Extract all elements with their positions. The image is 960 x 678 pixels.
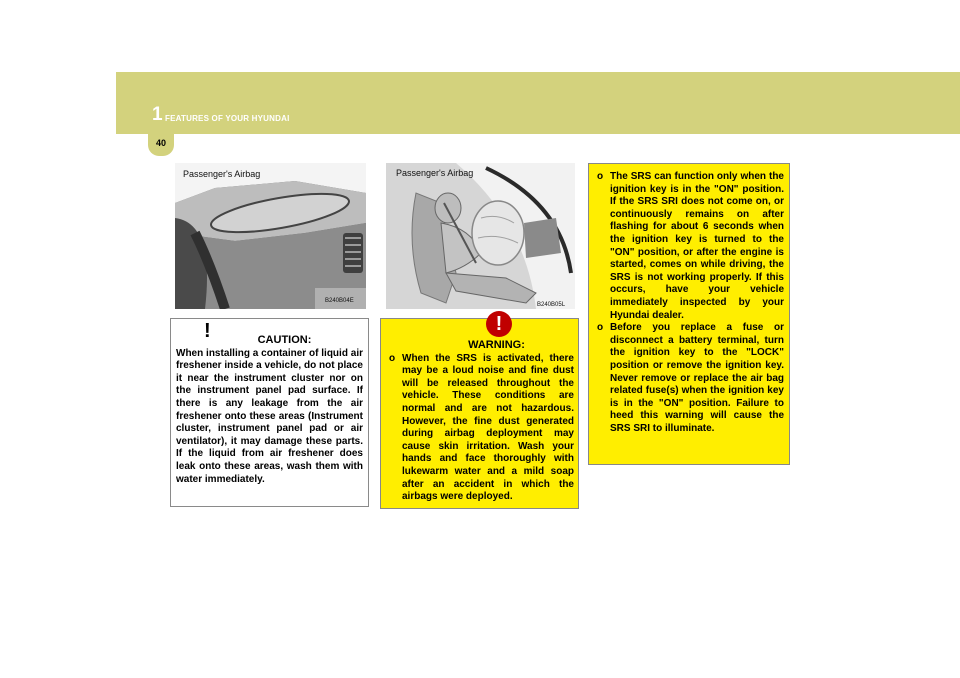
warning-title: WARNING: xyxy=(468,339,525,351)
figure-caption: Passenger's Airbag xyxy=(183,169,261,179)
warning-item xyxy=(389,353,574,504)
airbag-deployment-illustration xyxy=(386,163,575,309)
figure-caption: Passenger's Airbag xyxy=(396,168,474,178)
exclamation-icon: ! xyxy=(204,320,211,342)
bullet: o xyxy=(389,352,396,364)
caution-title: CAUTION: xyxy=(257,334,312,346)
page-number: 40 xyxy=(155,138,166,148)
caution-text: When installing a container of liquid air freshener inside a vehicle, do not place it near the instrument cluster nor on the instrument panel pad surface. If there is any leakage from the air freshener onto these areas (Instrument cluster, instrument panel pad or air ventilator), it may damage these parts. If the liquid from air freshener does leak onto these areas, wash them with water immediately. xyxy=(176,347,363,485)
warning-icon: ! xyxy=(486,311,512,337)
chapter-title: FEATURES OF YOUR HYUNDAI xyxy=(165,114,290,123)
warning-text: When the SRS is activated, there may be a loud noise and fine dust will be released throughout the vehicle. These conditions are normal and are not hazardous. However, the fine dust generated during airbag deployment may cause skin irritation. Wash your hands and face thoroughly with lukewarm water and a mild soap after an accident in which the airbags were deployed. xyxy=(402,352,574,503)
note-text: Before you replace a fuse or disconnect a battery terminal, turn the ignition key to the "LOCK" position or remove the ignition key. Never remove or replace the air bag related fuse(s) when the ignition key is in the "ON" position. Failure to heed this warning will cause the SRS SRI to illuminate. xyxy=(610,322,784,434)
caution-box xyxy=(170,318,369,507)
figure-code: B240B05L xyxy=(537,302,566,308)
note-item xyxy=(597,322,784,435)
warning-box xyxy=(380,313,579,509)
figure-dashboard-airbag xyxy=(175,163,366,309)
header-band xyxy=(116,72,960,134)
figure-code: B240B04E xyxy=(325,298,354,304)
chapter-number: 1 xyxy=(152,104,163,125)
note-text: The SRS can function only when the ignition key is in the "ON" position. If the SRS SRI does not come on, or continuously remains on after flashing for about 6 seconds when the ignition key is turned to the "ON" position, or after the engine is started, comes on while driving, the SRS is not working properly. If this occurs, have your vehicle immediately inspected by your Hyundai dealer. xyxy=(610,171,784,321)
bullet: o xyxy=(597,171,604,182)
bullet: o xyxy=(597,322,604,334)
note-item xyxy=(597,171,784,322)
dashboard-illustration xyxy=(175,163,366,309)
figure-airbag-deployed xyxy=(386,163,575,309)
srs-notes-box xyxy=(588,163,790,465)
